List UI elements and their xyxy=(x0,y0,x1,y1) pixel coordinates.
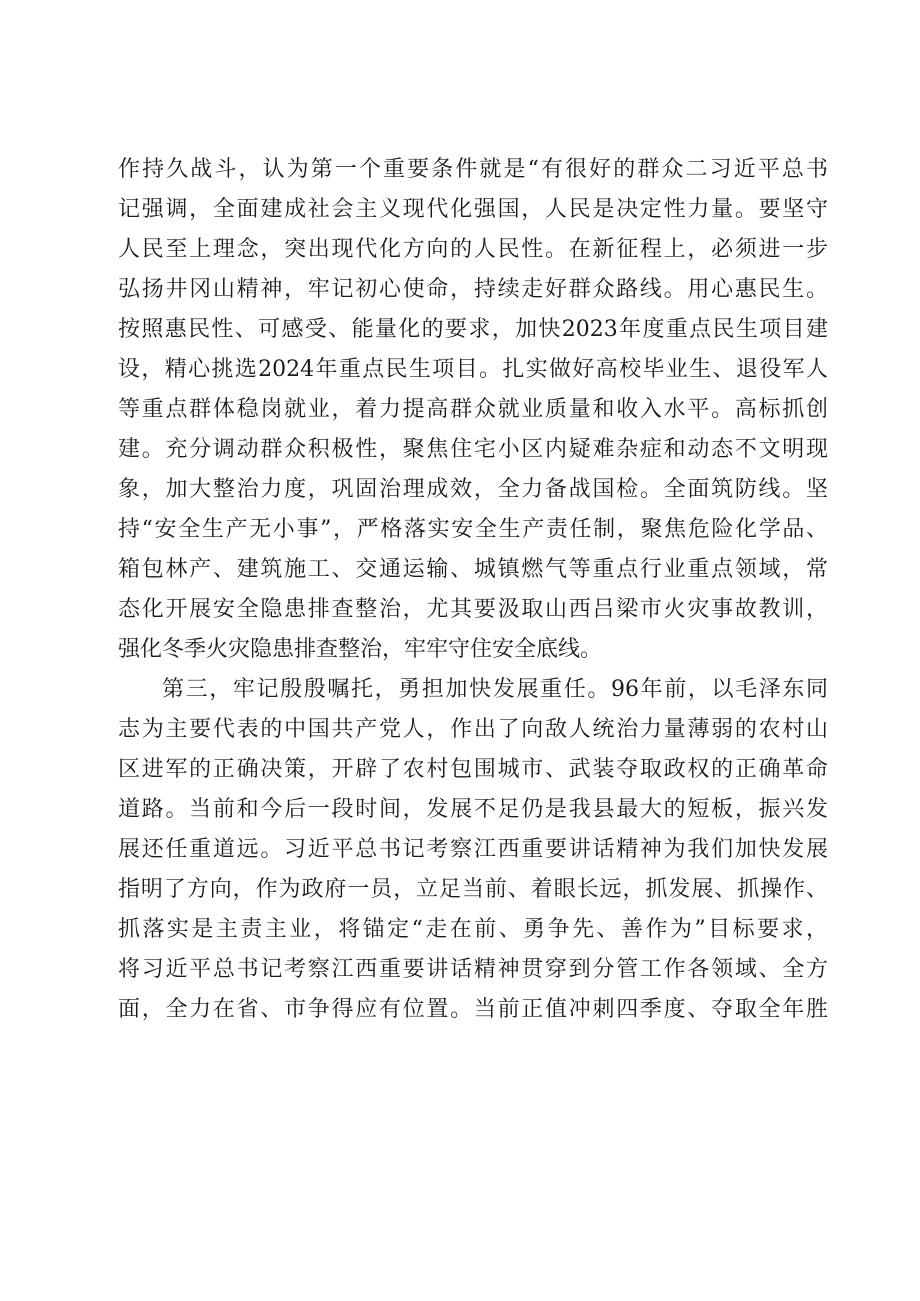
text-line: 建。充分调动群众积极性，聚焦住宅小区内疑难杂症和动态不文明现 xyxy=(118,437,828,462)
body-text xyxy=(118,150,828,1030)
text-line: 指明了方向，作为政府一员，立足当前、着眼长远，抓发展、抓操作、 xyxy=(118,877,828,902)
text-line: 区进军的正确决策，开辟了农村包围城市、武装夺取政权的正确革命 xyxy=(118,757,828,782)
text-line: 人民至上理念，突出现代化方向的人民性。在新征程上，必须进一步 xyxy=(118,237,828,262)
text-line: 将习近平总书记考察江西重要讲话精神贯穿到分管工作各领域、全方 xyxy=(118,957,828,982)
text-line: 象，加大整治力度，巩固治理成效，全力备战国检。全面筑防线。坚 xyxy=(118,477,828,502)
text-line: 持“安全生产无小事”，严格落实安全生产责任制，聚焦危险化学品、 xyxy=(118,517,828,542)
text-line: 志为主要代表的中国共产党人，作出了向敌人统治力量薄弱的农村山 xyxy=(118,717,828,742)
text-line: 记强调，全面建成社会主义现代化强国，人民是决定性力量。要坚守 xyxy=(118,197,828,222)
paragraph-start-line: 第三，牢记殷殷嘱托，勇担加快发展重任。96年前，以毛泽东同 xyxy=(162,677,828,702)
text-line: 弘扬井冈山精神，牢记初心使命，持续走好群众路线。用心惠民生。 xyxy=(118,277,828,302)
text-line: 箱包林产、建筑施工、交通运输、城镇燃气等重点行业重点领域，常 xyxy=(118,557,828,582)
text-line: 抓落实是主责主业，将锚定“走在前、勇争先、善作为”目标要求， xyxy=(118,917,828,942)
text-line: 设，精心挑选2024年重点民生项目。扎实做好高校毕业生、退役军人 xyxy=(118,357,828,382)
text-line: 等重点群体稳岗就业，着力提高群众就业质量和收入水平。高标抓创 xyxy=(118,397,828,422)
text-line: 作持久战斗，认为第一个重要条件就是“有很好的群众二习近平总书 xyxy=(118,157,828,182)
text-line: 态化开展安全隐患排查整治，尤其要汲取山西吕梁市火灾事故教训， xyxy=(118,597,828,622)
text-line: 强化冬季火灾隐患排查整治，牢牢守住安全底线。 xyxy=(118,637,603,662)
text-line: 面，全力在省、市争得应有位置。当前正值冲刺四季度、夺取全年胜 xyxy=(118,997,828,1022)
text-line: 道路。当前和今后一段时间，发展不足仍是我县最大的短板，振兴发 xyxy=(118,797,828,822)
text-line: 展还任重道远。习近平总书记考察江西重要讲话精神为我们加快发展 xyxy=(118,837,828,862)
text-line: 按照惠民性、可感受、能量化的要求，加快2023年度重点民生项目建 xyxy=(118,317,828,342)
